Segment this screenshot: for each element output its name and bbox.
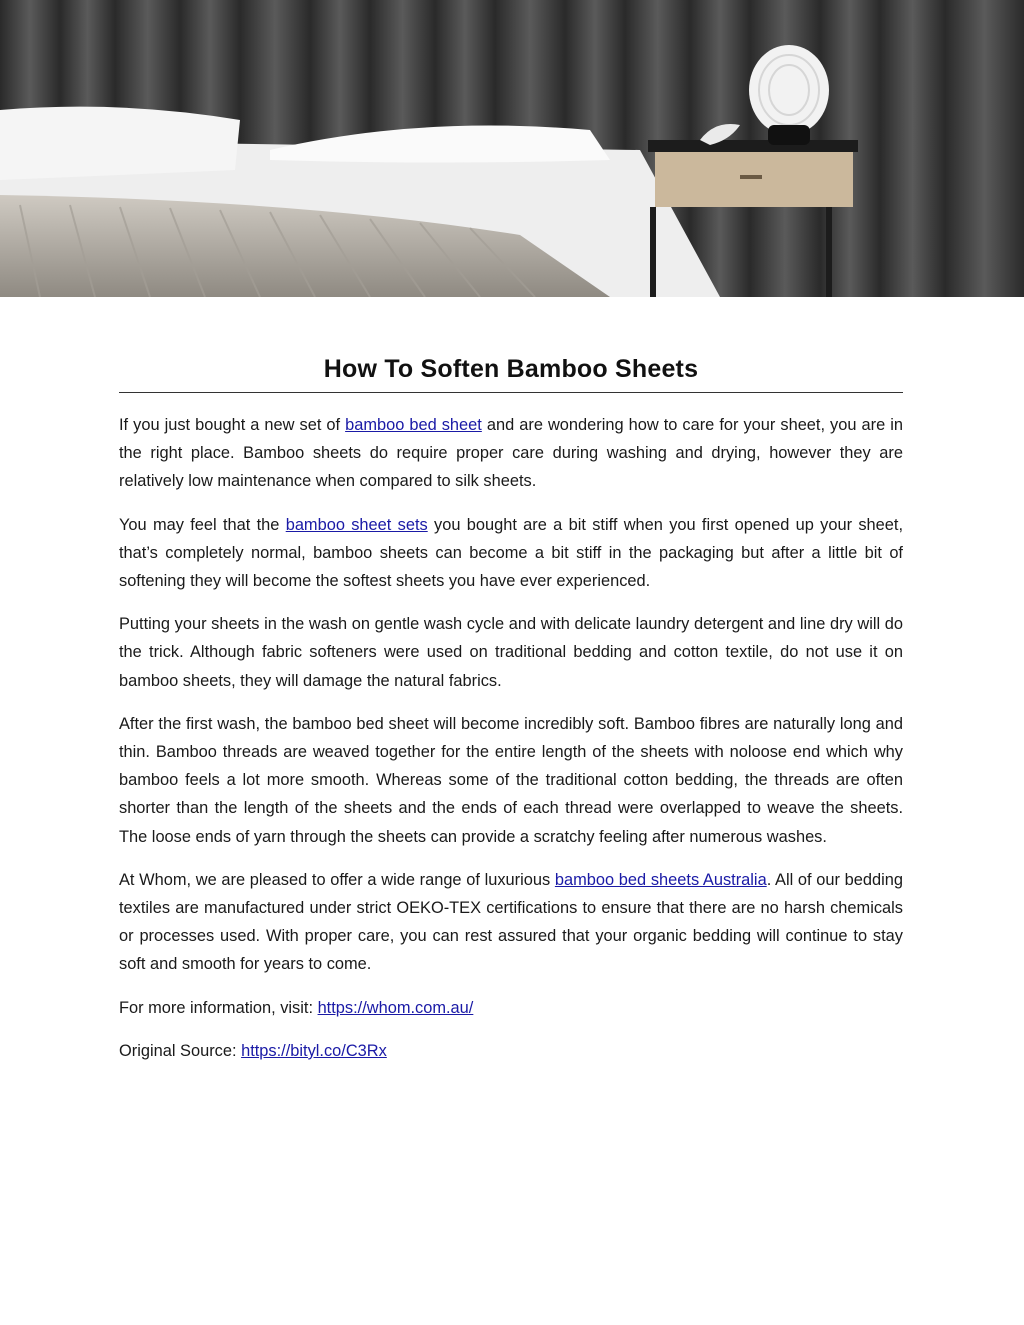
paragraph-3: Putting your sheets in the wash on gentle wash cycle and with delicate laundry detergent and line dry will do the trick. Although fabric softeners were used on traditional bedding and cotton textile, do not use it on bamboo sheets, they will damage the natural fabrics. bbox=[119, 615, 903, 690]
pillow-left bbox=[0, 107, 240, 180]
source-line bbox=[119, 1037, 903, 1065]
more-info-label: For more information, visit: bbox=[119, 998, 318, 1017]
paragraph-text: . All of our bedding textiles are manufactured under strict OEKO-TEX certifications to ensure that there are no harsh chemicals or processes used. With proper care, you can rest assured that your organic bedding will continue to stay soft and smooth for years to come. bbox=[119, 870, 903, 974]
link-bamboo-bed-sheet[interactable]: bamboo bed sheet bbox=[345, 416, 482, 434]
paragraph-4: After the first wash, the bamboo bed sheet will become incredibly soft. Bamboo fibres are naturally long and thin. Bamboo threads are weaved together for the entire length of the sheets with noloose end which why bamboo feels a lot more smooth. Whereas some of the traditional cotton bedding, the threads are often shorter than the length of the sheets and the ends of each thread were overlapped to weave the sheets. The loose ends of yarn through the sheets can provide a scratchy feeling after numerous washes. bbox=[119, 714, 903, 846]
paragraph-5 bbox=[119, 866, 903, 979]
link-bamboo-sheet-sets[interactable]: bamboo sheet sets bbox=[285, 515, 428, 534]
paragraph-text: At Whom, we are pleased to offer a wide range of luxurious bbox=[119, 870, 555, 889]
more-info-line bbox=[119, 994, 903, 1022]
lamp-base bbox=[768, 125, 810, 145]
hero-image bbox=[0, 0, 1024, 297]
link-bamboo-bed-sheets-australia[interactable]: bamboo bed sheets Australia bbox=[554, 870, 767, 889]
paragraph-text: If you just bought a new set of bbox=[119, 416, 346, 434]
paragraph-text: and are wondering how to care for your sheet, you are in the right place. Bamboo sheets do require proper care during washing and drying, however they are relatively low maintenance when compared to silk sheets. bbox=[119, 416, 903, 491]
paragraph-2 bbox=[119, 511, 903, 596]
article bbox=[119, 355, 903, 1065]
lamp-shade bbox=[749, 45, 829, 135]
paragraph-text: you bought are a bit stiff when you first opened up your sheet, that’s completely normal, bamboo sheets can become a bit stiff in the packaging but after a little bit of softening they will become the softest sheets you have ever experienced. bbox=[119, 515, 903, 591]
link-whom-website[interactable]: https://whom.com.au/ bbox=[317, 998, 474, 1017]
link-original-source[interactable]: https://bityl.co/C3Rx bbox=[241, 1041, 387, 1060]
source-label: Original Source: bbox=[119, 1041, 242, 1060]
paragraph-1 bbox=[119, 411, 903, 496]
paragraph-text: You may feel that the bbox=[119, 515, 286, 534]
page-title: How To Soften Bamboo Sheets bbox=[119, 355, 903, 393]
nightstand-drawer bbox=[655, 152, 853, 207]
nightstand-top bbox=[648, 140, 858, 152]
